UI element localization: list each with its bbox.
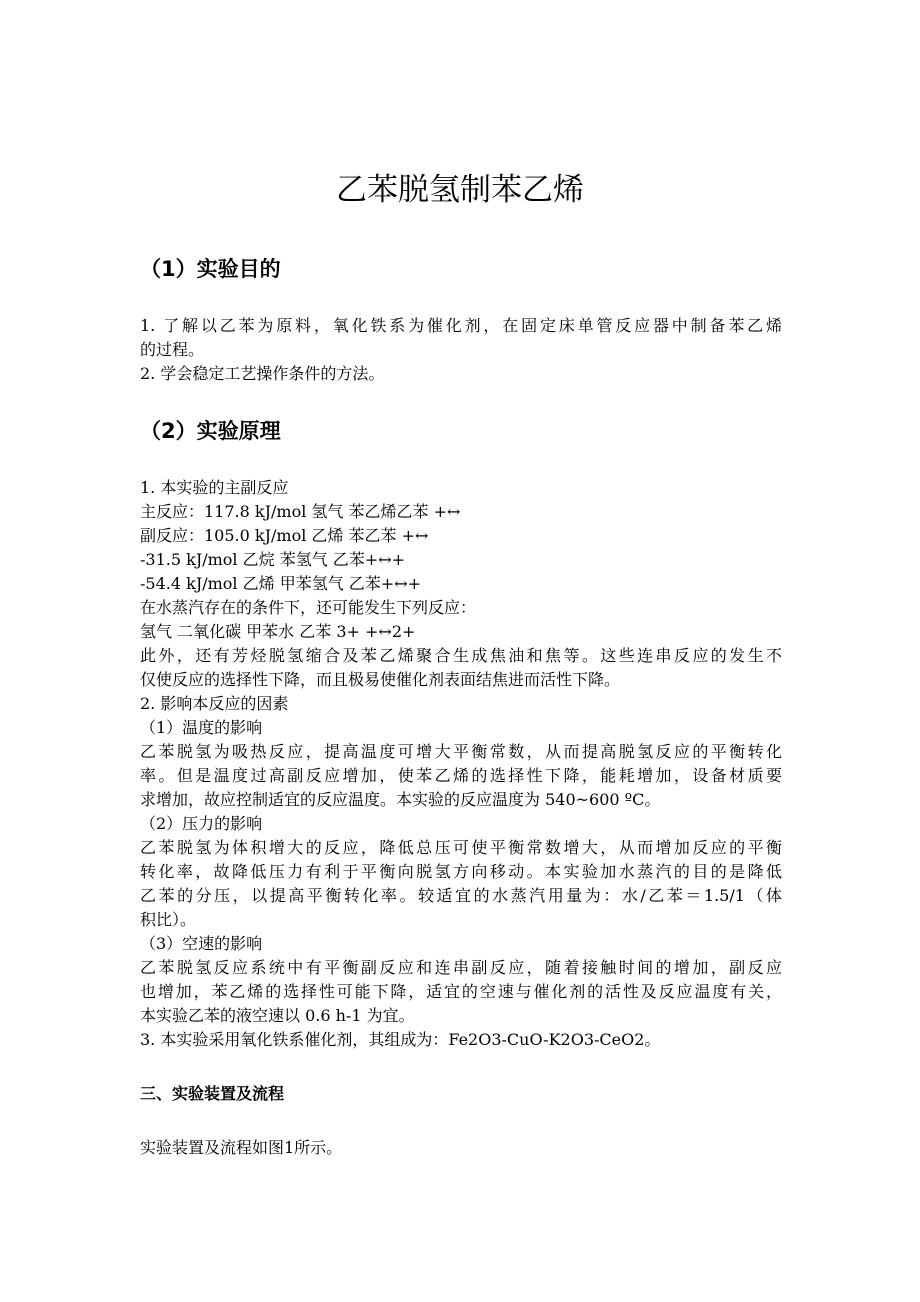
- section-heading-principle: （2）实验原理: [140, 419, 281, 443]
- paragraph-line: 乙苯脱氢为体积增大的反应，降低总压可使平衡常数增大，从而增加反应的平衡: [140, 838, 782, 857]
- section-body-apparatus: [140, 1136, 782, 1160]
- reaction-line: -31.5 kJ/mol 乙烷 苯氢气 乙苯+↔+: [140, 550, 406, 569]
- section-body-purpose: [140, 314, 782, 386]
- paragraph-line: 率。但是温度过高副反应增加，使苯乙烯的选择性下降，能耗增加，设备材质要: [140, 766, 782, 785]
- paragraph-line: 本实验乙苯的液空速以 0.6 h-1 为宜。: [140, 1006, 415, 1025]
- subheading-line: （3）空速的影响: [140, 934, 263, 953]
- paragraph-line: 2. 学会稳定工艺操作条件的方法。: [140, 364, 385, 383]
- section-body-principle: [140, 476, 782, 1052]
- paragraph-line: 仅使反应的选择性下降，而且极易使催化剂表面结焦进而活性下降。: [140, 670, 621, 689]
- paragraph-line: 1. 本实验的主副反应: [140, 478, 289, 497]
- paragraph-line: 3. 本实验采用氧化铁系催化剂，其组成为：Fe2O3-CuO-K2O3-CeO2。: [140, 1030, 661, 1049]
- reaction-line: 主反应：117.8 kJ/mol 氢气 苯乙烯乙苯 +↔: [140, 502, 461, 521]
- paragraph-line: 此外，还有芳烃脱氢缩合及苯乙烯聚合生成焦油和焦等。这些连串反应的发生不: [140, 646, 782, 665]
- section-heading-purpose: （1）实验目的: [140, 257, 281, 281]
- reaction-line: 氢气 二氧化碳 甲苯水 乙苯 3+ +↔2+: [140, 622, 416, 641]
- paragraph-line: 在水蒸汽存在的条件下，还可能发生下列反应：: [140, 598, 477, 617]
- paragraph-line: 也增加，苯乙烯的选择性可能下降，适宜的空速与催化剂的活性及反应温度有关，: [140, 982, 782, 1001]
- paragraph-line: 1. 了解以乙苯为原料，氧化铁系为催化剂，在固定床单管反应器中制备苯乙烯: [140, 316, 782, 335]
- paragraph-line: 乙苯脱氢为吸热反应，提高温度可增大平衡常数，从而提高脱氢反应的平衡转化: [140, 742, 782, 761]
- paragraph-line: 的过程。: [140, 340, 205, 359]
- paragraph-line: 乙苯的分压，以提高平衡转化率。较适宜的水蒸汽用量为：水/乙苯＝1.5/1（体: [140, 886, 782, 905]
- paragraph-line: 求增加，故应控制适宜的反应温度。本实验的反应温度为 540~600 ºC。: [140, 790, 661, 809]
- paragraph-line: 乙苯脱氢反应系统中有平衡副反应和连串副反应，随着接触时间的增加，副反应: [140, 958, 782, 977]
- paragraph-line: 实验装置及流程如图1所示。: [140, 1138, 343, 1157]
- paragraph-line: 转化率，故降低压力有利于平衡向脱氢方向移动。本实验加水蒸汽的目的是降低: [140, 862, 782, 881]
- document-title: 乙苯脱氢制苯乙烯: [336, 172, 584, 208]
- section-heading-apparatus: 三、实验装置及流程: [140, 1084, 285, 1103]
- reaction-line: 副反应：105.0 kJ/mol 乙烯 苯乙苯 +↔: [140, 526, 429, 545]
- subheading-line: （1）温度的影响: [140, 718, 263, 737]
- paragraph-line: 积比）。: [140, 910, 197, 929]
- subheading-line: （2）压力的影响: [140, 814, 263, 833]
- reaction-line: -54.4 kJ/mol 乙烯 甲苯氢气 乙苯+↔+: [140, 574, 422, 593]
- subheading-line: 2. 影响本反应的因素: [140, 694, 289, 713]
